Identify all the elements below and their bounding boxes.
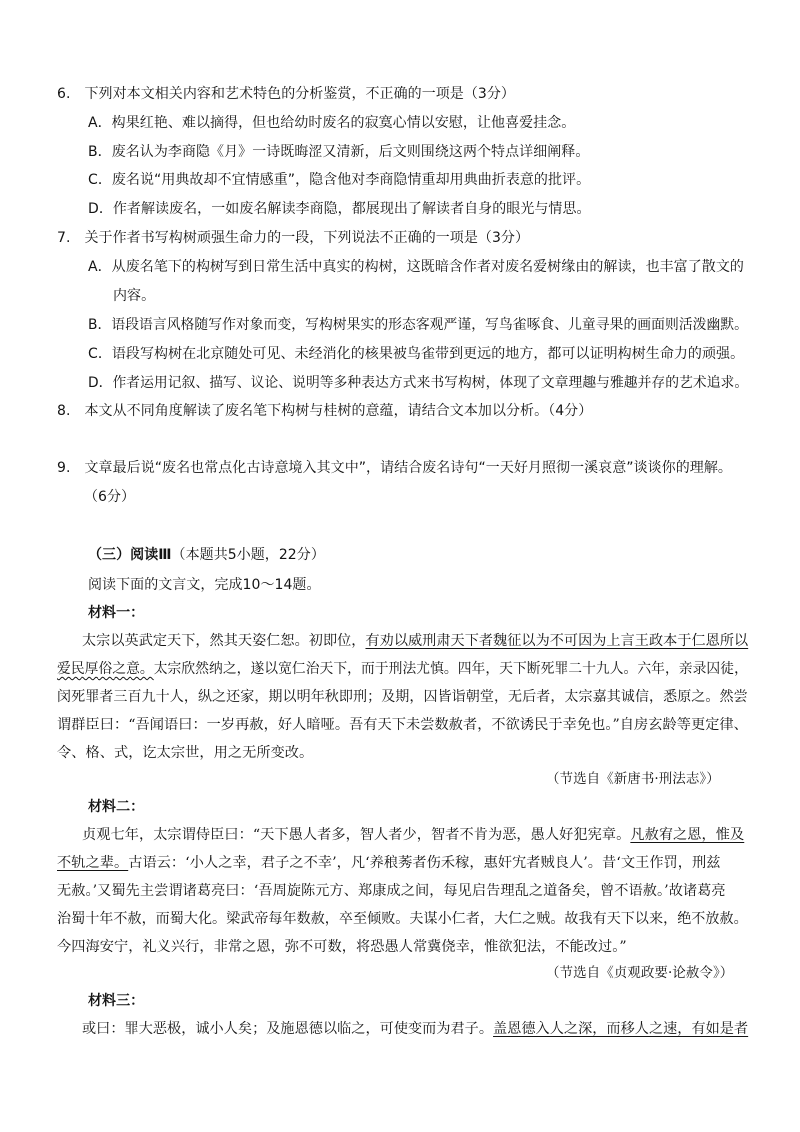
section3-heading-label: （三）阅读Ⅲ	[88, 547, 172, 563]
material1-wavy-underlined: 爱民厚俗之意。	[57, 661, 154, 677]
material1-underlined-sentence: 有劝以威刑肃天下者魏征以为不可因为上言王政本于仁恩所以	[365, 633, 749, 649]
material1-source: （节选自《新唐书·刑法志》）	[546, 771, 720, 787]
q6-option-b: B．废名认为李商隐《月》一诗既晦涩又清新，后文则围绕这两个特点详细阐释。	[88, 144, 590, 160]
q7-stem: 7. 关于作者书写构树顽强生命力的一段，下列说法不正确的一项是（3分）	[57, 230, 530, 246]
q6-option-a: A．构果红艳、难以摘得，但也给幼时废名的寂寞心情以安慰，让他喜爱挂念。	[88, 115, 576, 131]
q6-option-d: D．作者解读废名，一如废名解读李商隐，都展现出了解读者自身的眼光与情思。	[88, 201, 591, 217]
material1-line1-text: 太宗以英武定天下，然其天姿仁恕。初即位，	[82, 633, 366, 649]
material1-line1	[82, 632, 748, 650]
material1-line5: 令、格、式，讫太宗世，用之无所变改。	[57, 745, 314, 761]
material1-line2-text: 太宗欣然纳之，遂以宽仁治天下，而于刑法尤慎。四年，天下断死罪二十九人。六年，亲录囚徒，	[153, 661, 748, 677]
material3-line1-text: 或曰：罪大恶极，诚小人矣；及施恩德以临之，可使变而为君子。	[82, 1021, 494, 1037]
material2-title: 材料二：	[88, 799, 145, 815]
material3-underlined-sentence: 盖恩德入人之深，而移人之速，有如是者	[493, 1021, 749, 1037]
material2-line4: 治蜀十年不赦，而蜀大化。梁武帝每年数赦，卒至倾败。夫谋小仁者，大仁之贼。故我有天下以来，绝不放赦。	[57, 911, 748, 927]
q7-option-c: C．语段写构树在北京随处可见、未经消化的核果被鸟雀带到更远的地方，都可以证明构树生命力的顽强。	[88, 346, 745, 362]
section3-instruction: 阅读下面的文言文，完成10～14题。	[88, 577, 321, 593]
q8-stem: 8. 本文从不同角度解读了废名笔下构树与桂树的意蕴，请结合文本加以分析。（4分）	[57, 403, 593, 419]
material2-source: （节选自《贞观政要·论赦令》）	[546, 965, 734, 981]
material2-line3: 无赦。’又蜀先主尝谓诸葛亮曰：‘吾周旋陈元方、郑康成之间，每见启告理乱之道备矣，曾不语赦。’故诸葛亮	[57, 883, 726, 899]
material3-line1	[82, 1020, 748, 1038]
q7-option-d: D．作者运用记叙、描写、议论、说明等多种表达方式来书写构树，体现了文章理趣与雅趣并存的艺术追求。	[88, 375, 749, 391]
material2-underlined-sentence-end: 不轨之辈。	[57, 855, 129, 871]
q9-points: （6分）	[84, 489, 136, 505]
material1-line2	[57, 660, 748, 678]
material1-line4: 谓群臣曰：“吾闻语曰：一岁再赦，好人暗哑。吾有天下未尝数赦者，不欲诱民于幸免也。”自房玄龄等更定律、	[57, 717, 748, 733]
section3-heading-meta: （本题共5小题，22分）	[171, 547, 325, 563]
q7-option-a: A．从废名笔下的构树写到日常生活中真实的构树，这既暗含作者对废名爱树缘由的解读，也丰富了散文的	[88, 259, 744, 275]
material1-title: 材料一：	[88, 605, 145, 621]
q6-option-c: C．废名说“用典故却不宜情感重”，隐含他对李商隐情重却用典曲折表意的批评。	[88, 172, 591, 188]
section3-heading	[88, 546, 325, 564]
material2-underlined-sentence: 凡赦宥之恩，惟及	[630, 827, 745, 843]
material2-line1-text: 贞观七年，太宗谓侍臣曰：“天下愚人者多，智人者少，智者不肯为恶，愚人好犯宪章。	[82, 827, 631, 843]
material2-line5: 今四海安宁，礼义兴行，非常之恩，弥不可数，将恐愚人常冀侥幸，惟欲犯法，不能改过。”	[57, 939, 627, 955]
material2-line2-text: 古语云：‘小人之幸，君子之不幸’，凡‘养稂莠者伤禾稼，惠奸宄者贼良人’。昔‘文王作罚，刑兹	[128, 855, 721, 871]
q7-option-b: B．语段语言风格随写作对象而变，写构树果实的形态客观严谨，写鸟雀啄食、儿童寻果的画面则活泼幽默。	[88, 317, 749, 333]
material1-line3: 闵死罪者三百九十人，纵之还家，期以明年秋即刑；及期，囚皆诣朝堂，无后者，太宗嘉其诚信，悉原之。然尝	[57, 689, 748, 705]
material2-line2	[57, 854, 721, 872]
q9-stem: 9. 文章最后说“废名也常点化古诗意境入其文中”，请结合废名诗句“一天好月照彻一溪哀意”谈谈你的理解。	[57, 460, 732, 476]
material3-title: 材料三：	[88, 993, 145, 1009]
material2-line1	[82, 826, 744, 844]
q6-stem: 6. 下列对本文相关内容和艺术特色的分析鉴赏，不正确的一项是（3分）	[57, 86, 515, 102]
q7-option-a-cont: 内容。	[113, 288, 156, 304]
